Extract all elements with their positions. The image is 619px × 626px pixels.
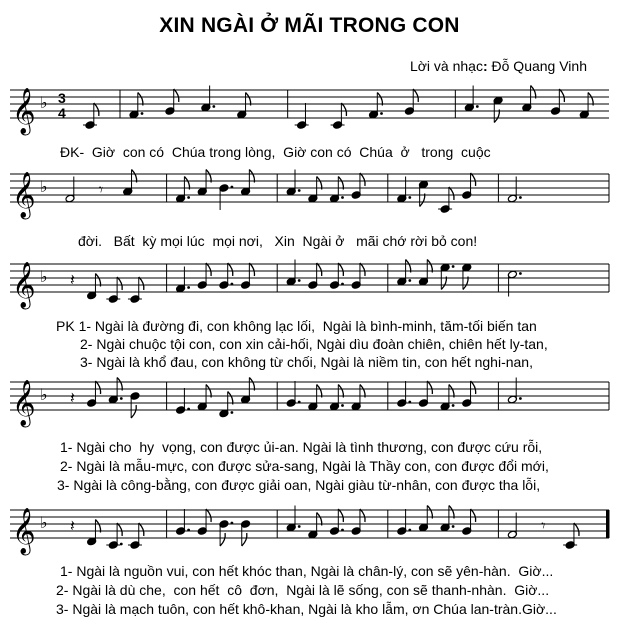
note-flag [574,523,579,536]
key-signature-flat-icon: ♭ [40,93,48,112]
note-flag [341,103,346,116]
note-flag [94,103,99,116]
dot-mark [120,543,123,546]
lyric-verse-block1-line3: 3- Ngài là khổ đau, con không từ chối, Ngài là niềm tin, con hết nghi-nan, [80,354,533,370]
treble-clef-icon: 𝄞 [12,380,36,426]
lyric-verse-block2-line1: 1- Ngài cho hy vọng, con được ủi-an. Ngài là tình thương, con được cứu rỗi, [60,439,543,455]
dot-mark [141,112,144,115]
lyric-verse-block1-line1: PK 1- Ngài là đường đi, con không lạc lối, Ngài là bình-minh, tăm-tối biến tan [56,318,537,334]
music-system-2 [0,160,619,220]
key-signature-flat-icon: ♭ [40,177,48,196]
final-barline [606,510,609,538]
dot-mark [408,279,411,282]
treble-clef-icon: 𝄞 [12,172,36,218]
note-flag [139,523,144,536]
note-flag [471,173,476,186]
dot-mark [298,279,301,282]
dot-mark [452,525,455,528]
note-flag [117,523,122,536]
dot-mark [212,105,215,108]
note-flag [471,509,476,522]
rest-mark: 𝄾 [98,180,104,199]
note-flag [360,173,365,186]
treble-clef-icon: 𝄞 [12,508,36,554]
lyric-verse-block2-line3: 3- Ngài là công-bằng, con được giải oan, Ngài giàu từ-nhân, con được tha lỗi, [57,477,541,493]
note-flag [360,263,365,276]
dot-mark [298,189,301,192]
music-system-4 [0,368,619,428]
note-flag [338,263,343,276]
dot-mark [519,397,522,400]
dot-mark [408,401,411,404]
lyric-line-chorus-2: đời. Bất kỳ mọi lúc mọi nơi, Xin Ngài ở mãi chớ rời bỏ con! [78,233,478,249]
time-signature-top: 3 [58,90,66,106]
lyric-verse-block3-line3: 3- Ngài là mạch tuôn, con hết khô-khan, Ngài là kho lẫm, ơn Chúa lan-tràn.Giờ... [56,601,557,617]
rest-mark: 𝄾 [541,516,546,535]
note-flag [228,263,233,276]
dot-mark [120,397,123,400]
note-flag [220,533,225,546]
lyric-line-chorus-1: ĐK- Giờ con có Chúa trong lòng, Giờ con có Chúa ở trong cuộc [60,144,491,160]
dot-mark [231,283,234,286]
rest-mark: 𝄽 [70,388,75,407]
note-flag [206,263,211,276]
note-flag [131,405,136,418]
lyric-verse-block1-line2: 2- Ngài chuộc tội con, con xin cải-hối, Ngài dìu đoàn chiên, chiên hết ly-tan, [80,336,548,352]
dot-mark [341,404,344,407]
dot-mark [519,196,522,199]
dot-mark [231,411,234,414]
dot-mark [341,529,344,532]
dot-mark [341,196,344,199]
treble-clef-icon: 𝄞 [12,262,36,308]
key-signature-flat-icon: ♭ [40,513,48,532]
note-flag [317,263,322,276]
time-signature-bottom: 4 [58,105,66,121]
key-signature-flat-icon: ♭ [40,385,48,404]
dot-mark [380,112,383,115]
dot-mark [187,529,190,532]
dot-mark [298,401,301,404]
lyric-verse-block3-line1: 1- Ngài là nguồn vui, con hết khóc than, Ngài là chân-lý, con sẽ yên-hàn. Giờ... [60,563,554,579]
note-flag [338,509,343,522]
note-flag [471,381,476,394]
note-flag [360,509,365,522]
note-flag [449,187,454,200]
note-flag [559,89,564,102]
note-flag [117,277,122,290]
dot-mark [408,529,411,532]
note-flag [249,263,254,276]
note-flag [139,277,144,290]
dot-mark [231,186,234,189]
dot-mark [408,196,411,199]
song-credit [410,58,587,74]
dot-mark [452,404,455,407]
note-flag [206,509,211,522]
treble-clef-icon: 𝄞 [12,88,36,134]
lyric-verse-block3-line2: 2- Ngài là dù che, con hết cô đơn, Ngài là lẽ sống, con sẽ thanh-nhàn. Giờ... [56,582,550,598]
dot-mark [519,272,522,275]
note-flag [242,533,247,546]
dot-mark [452,265,455,268]
dot-mark [187,196,190,199]
key-signature-flat-icon: ♭ [40,267,48,286]
credit-label: Lời và nhạc [409,58,483,74]
dot-mark [298,525,301,528]
note-flag [174,89,179,102]
song-title: XIN NGÀI Ở MÃI TRONG CON [159,14,460,37]
rest-mark: 𝄽 [70,270,75,289]
dot-mark [341,283,344,286]
composer-name: Đỗ Quang Vinh [491,58,587,74]
note-flag [95,381,100,394]
dot-mark [187,286,190,289]
music-system-3 [0,250,619,310]
dot-mark [231,522,234,525]
credit-colon: : [482,58,488,74]
rest-mark: 𝄽 [70,516,75,535]
music-system-1 [0,76,619,136]
note-flag [427,381,432,394]
dot-mark [187,408,190,411]
dot-mark [476,105,479,108]
lyric-verse-block2-line2: 2- Ngài là mẫu-mực, con được sửa-sang, Ngài là Thầy con, con được đổi mới, [60,458,549,474]
note-flag [413,89,418,102]
music-system-5 [0,496,619,556]
